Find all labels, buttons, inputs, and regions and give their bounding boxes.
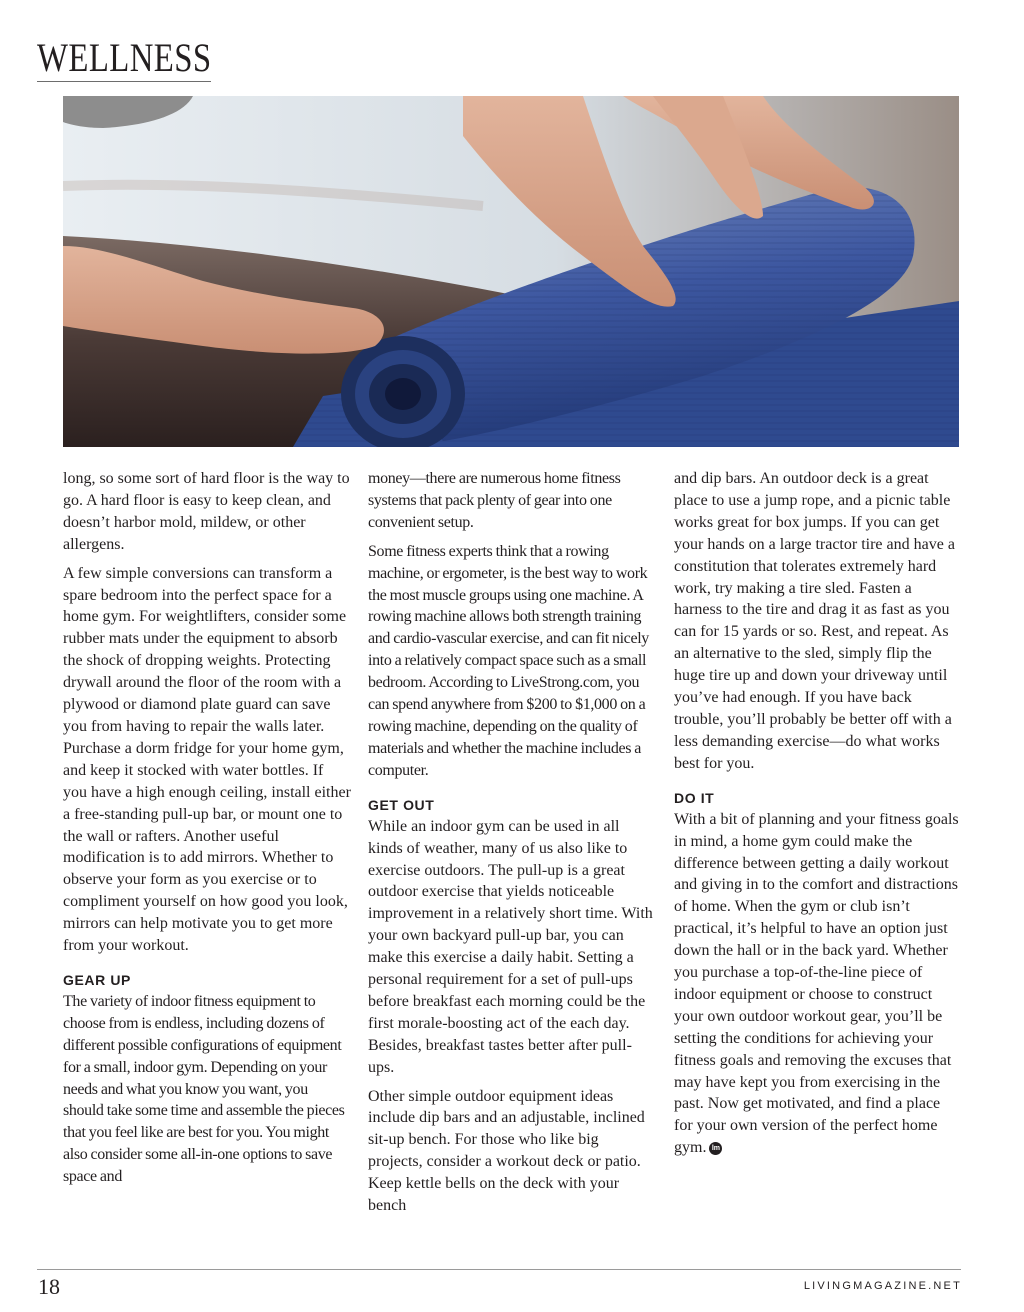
title-rule	[37, 81, 211, 82]
paragraph: money—there are numerous home fitness systems that pack plenty of gear into one convenient setup.	[368, 470, 621, 531]
paragraph: long, so some sort of hard floor is the way to go. A hard floor is easy to keep clean, and doesn’t harbor mold, mildew, or other allergens.	[63, 470, 350, 553]
paragraph: and dip bars. An outdoor deck is a great place to use a jump rope, and a picnic table works great for box jumps. If you can get your hands on a large tractor tire and have a constitution that tolerates extremely hard work, try making a tire sled. Fasten a harness to the tire and drag it as fast as you can for 15 yards or so. Rest, and repeat. As an alternative to the sled, simply flip the huge tire up and down your driveway until you’ve had enough. If you have back trouble, you’ll probably be better off with a less demanding exercise—do what works best for you.	[674, 470, 955, 772]
paragraph: A few simple conversions can transform a spare bedroom into the perfect space for a home gym. For weightlifters, consider some rubber mats under the equipment to absorb the shock of dropping weights. Protecting drywall around the floor of the room with a plywood or diamond plate guard can save you from having to repair the walls later. Purchase a dorm fridge for your home gym, and keep it stocked with water bottles. If you have a high enough ceiling, install either a free-standing pull-up bar, or mount one to the wall or rafters. Another useful modification is to add mirrors. Whether to observe your form as you exercise or to compliment yourself on how good you look, mirrors can help motivate you to get more from your workout.	[63, 564, 351, 955]
footer-site-url: LIVINGMAGAZINE.NET	[803, 1280, 962, 1292]
end-mark-icon: lm	[709, 1142, 722, 1155]
subheading-gear-up: GEAR UP	[63, 971, 131, 988]
paragraph: Other simple outdoor equipment ideas include dip bars and an adjustable, inclined sit-up bench. For those who like big projects, consider a workout deck or patio. Keep kettle bells on the deck with your bench	[368, 1087, 645, 1215]
article-column-3	[674, 468, 962, 1166]
paragraph	[674, 809, 962, 1160]
section-title: WELLNESS	[37, 35, 212, 80]
subheading-get-out: GET OUT	[368, 796, 435, 813]
article-column-1	[63, 468, 351, 1195]
article-column-2	[368, 468, 656, 1224]
footer-rule	[37, 1269, 961, 1270]
subheading-do-it: DO IT	[674, 789, 715, 806]
page-number: 18	[38, 1274, 60, 1299]
paragraph: The variety of indoor fitness equipment to choose from is endless, including dozens of different possible configurations of equipment for a small, indoor gym. Depending on your needs and what you know you want, you should take some time and assemble the pieces that you feel like are best for you. You might also consider some all-in-one options to save space and	[63, 992, 345, 1186]
hero-image	[63, 96, 959, 447]
paragraph-text: With a bit of planning and your fitness goals in mind, a home gym could make the difference between getting a daily workout and giving in to the comfort and distractions of home. When the gym or club isn’t practical, it’s helpful to have an option just down the hall or in the back yard. Whether you purchase a top-of-the-line piece of indoor equipment or choose to construct your own outdoor workout gear, you’ll be setting the conditions for achieving your fitness goals and removing the excuses that may have kept you from exercising in the past. Now get motivated, and find a place for your own version of the perfect home gym.	[674, 810, 959, 1157]
paragraph: While an indoor gym can be used in all kinds of weather, many of us also like to exercise outdoors. The pull-up is a great outdoor exercise that yields noticeable improvement in a relatively short time. With your own backyard pull-up bar, you can make this exercise a daily habit. Setting a personal requirement for a set of pull-ups before breakfast each morning could be the first morale-boosting act of the each day. Besides, breakfast tastes better after pull-ups.	[368, 817, 653, 1076]
paragraph: Some fitness experts think that a rowing machine, or ergometer, is the best way to work the most muscle groups using one machine. A rowing machine allows both strength training and cardio-vascular exercise, and can fit nicely into a relatively compact space such as a small bedroom. According to LiveStrong.com, you can spend anywhere from $200 to $1,000 on a rowing machine, depending on the quality of materials and whether the machine includes a computer.	[368, 542, 649, 779]
